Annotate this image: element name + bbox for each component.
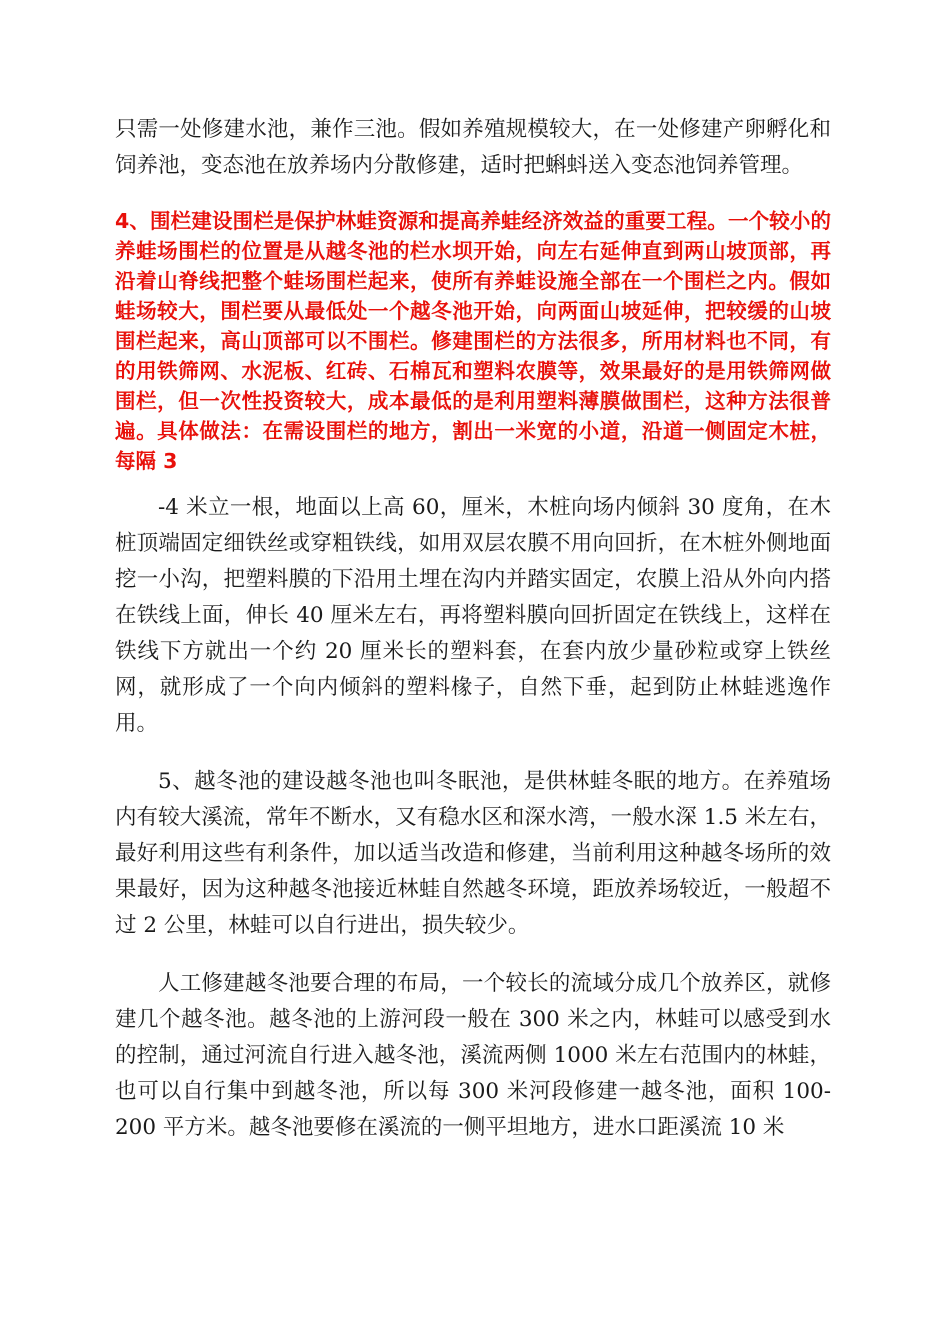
paragraph-pond-summary: 只需一处修建水池，兼作三池。假如养殖规模较大，在一处修建产卵孵化和饲养池，变态池在放养场内分散修建，适时把蝌蚪送入变态池饲养管理。 — [115, 117, 831, 178]
paragraph-fence-method: -4 米立一根，地面以上高 60，厘米，木桩向场内倾斜 30 度角，在木桩顶端固定细铁丝或穿粗铁线，如用双层农膜不用向回折，在木桩外侧地面挖一小沟，把塑料膜的下沿用土埋在沟内并踏实固定，农膜上沿从外向内搭在铁线上面，伸长 40 厘米左右，再将塑料膜向回折固定在铁线上，这样在铁线下方就出一个约 20 厘米长的塑料套，在套内放少量砂粒或穿上铁丝网，就形成了一个向内倾斜的塑料椽子，自然下垂，起到防止林蛙逃逸作用。 — [115, 495, 831, 736]
paragraph-overwintering-pond: 5、越冬池的建设越冬池也叫冬眠池，是供林蛙冬眠的地方。在养殖场内有较大溪流，常年不断水，又有稳水区和深水湾，一般水深 1.5 米左右，最好利用这些有利条件，加以适当改造和修建，当前利用这种越冬场所的效果最好，因为这种越冬池接近林蛙自然越冬环境，距放养场较近，一般超不过 2 公里，林蛙可以自行进出，损失较少。 — [115, 769, 831, 938]
paragraph-artificial-pond: 人工修建越冬池要合理的布局，一个较长的流域分成几个放养区，就修建几个越冬池。越冬池的上游河段一般在 300 米之内，林蛙可以感受到水的控制，通过河流自行进入越冬池，溪流两侧 1000 米左右范围内的林蛙，也可以自行集中到越冬池，所以每 300 米河段修建一越冬池，面积 100-200 平方米。越冬池要修在溪流的一侧平坦地方，进水口距溪流 10 米 — [115, 971, 831, 1140]
document-body — [115, 112, 831, 1146]
paragraph-fence-construction: 4、围栏建设围栏是保护林蛙资源和提高养蛙经济效益的重要工程。一个较小的养蛙场围栏的位置是从越冬池的栏水坝开始，向左右延伸直到两山坡顶部，再沿着山脊线把整个蛙场围栏起来，使所有养蛙设施全部在一个围栏之内。假如蛙场较大，围栏要从最低处一个越冬池开始，向两面山坡延伸，把较缓的山坡围栏起来，高山顶部可以不围栏。修建围栏的方法很多，所用材料也不同，有的用铁筛网、水泥板、红砖、石棉瓦和塑料农膜等，效果最好的是用铁筛网做围栏，但一次性投资较大，成本最低的是利用塑料薄膜做围栏，这种方法很普遍。具体做法：在需设围栏的地方，割出一米宽的小道，沿道一侧固定木桩，每隔 3 — [115, 209, 831, 473]
